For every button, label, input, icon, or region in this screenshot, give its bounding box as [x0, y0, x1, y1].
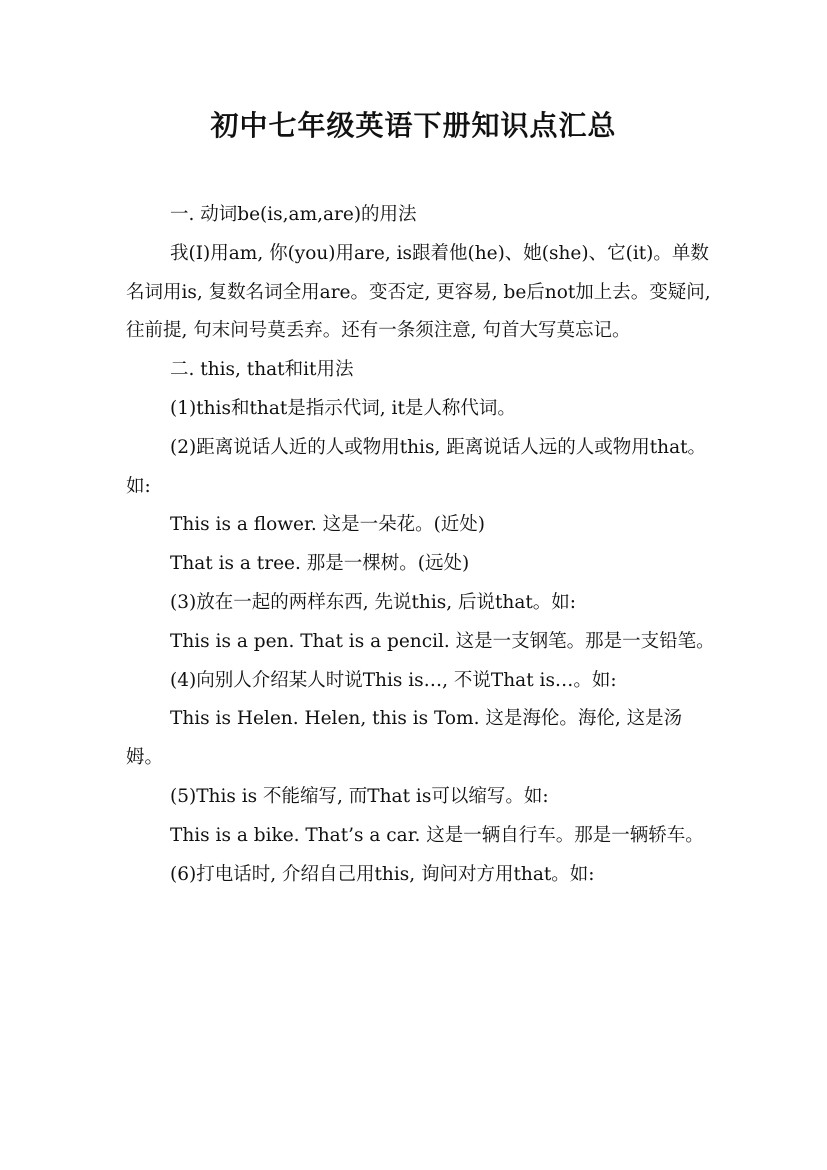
paragraph: This is a pen. That is a pencil. 这是一支钢笔。那是一支铅笔。 — [170, 630, 715, 652]
paragraph: (6)打电话时, 介绍自己用this, 询问对方用that。如: — [170, 863, 595, 885]
paragraph: This is a flower. 这是一朵花。(近处) — [170, 514, 486, 536]
paragraph: This is a bike. That’s a car. 这是一辆自行车。那是一辆轿车。 — [170, 824, 704, 846]
page-title: 初中七年级英语下册知识点汇总 — [210, 109, 617, 142]
document-body — [126, 196, 716, 894]
paragraph: This is Helen. Helen, this is Tom. 这是海伦。海伦, 这是汤姆。 — [126, 708, 683, 769]
paragraph: 一. 动词be(is,am,are)的用法 — [170, 204, 417, 225]
paragraph: (4)向别人介绍某人时说This is…, 不说That is…。如: — [170, 669, 617, 691]
paragraph: (3)放在一起的两样东西, 先说this, 后说that。如: — [170, 591, 577, 613]
paragraph: (5)This is 不能缩写, 而That is可以缩写。如: — [170, 785, 549, 807]
paragraph: 二. this, that和it用法 — [170, 359, 354, 381]
paragraph: That is a tree. 那是一棵树。(远处) — [170, 553, 470, 575]
paragraph: 我(I)用am, 你(you)用are, is跟着他(he)、她(she)、它(it)。单数名词用is, 复数名词全用are。变否定, 更容易, be后not加上去。变疑问, 往前提, 句末问号莫丢弃。还有一条须注意, 句首大写莫忘记。 — [126, 242, 711, 342]
paragraph: (2)距离说话人近的人或物用this, 距离说话人远的人或物用that。如: — [126, 436, 707, 497]
paragraph: (1)this和that是指示代词, it是人称代词。 — [170, 397, 516, 419]
